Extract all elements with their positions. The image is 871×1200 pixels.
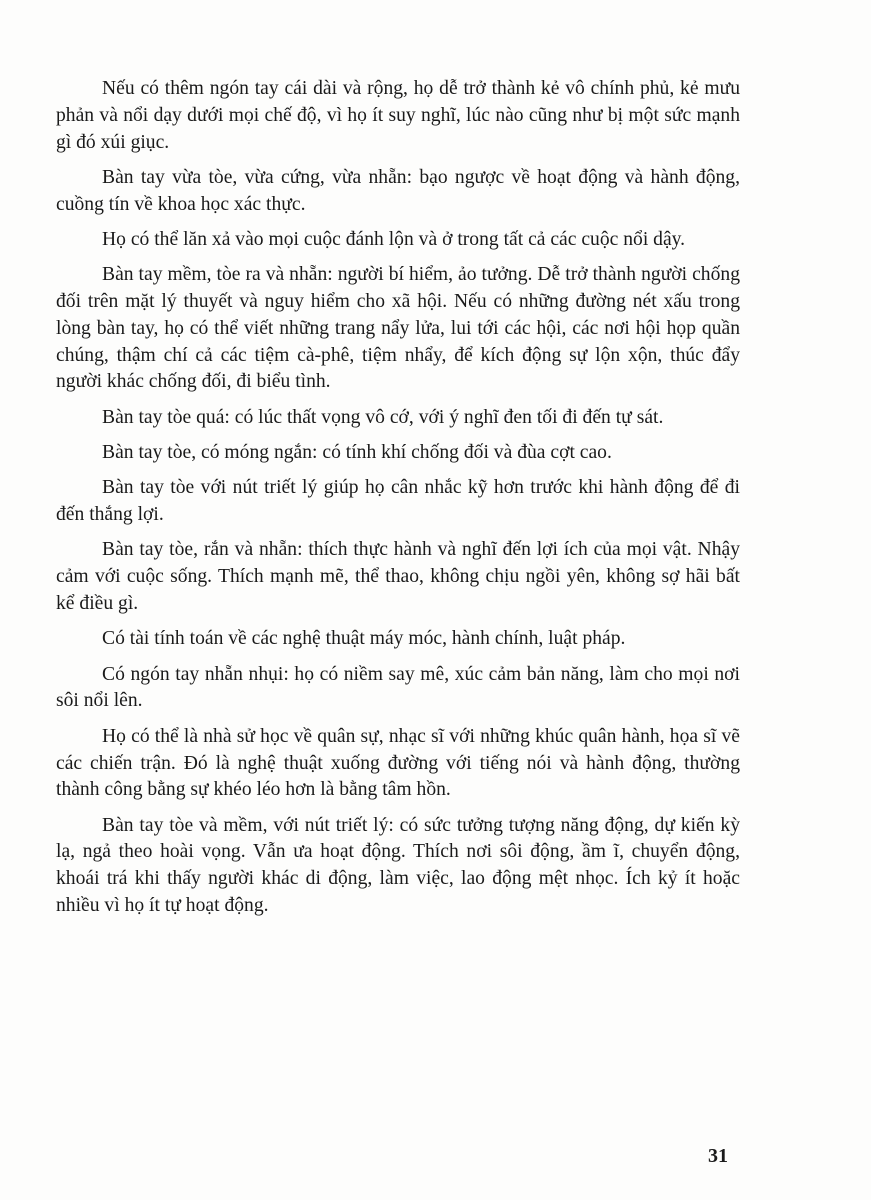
paragraph: Bàn tay tòe, có móng ngắn: có tính khí chống đối và đùa cợt cao. <box>102 442 612 464</box>
paragraph: Nếu có thêm ngón tay cái dài và rộng, họ dễ trở thành kẻ vô chính phủ, kẻ mưu phản và nổi dạy dưới mọi chế độ, vì họ ít suy nghĩ, lúc nào cũng như bị một sức mạnh gì đó xúi giục. <box>56 78 740 153</box>
paragraph: Có tài tính toán về các nghệ thuật máy móc, hành chính, luật pháp. <box>102 628 626 650</box>
body-text <box>56 76 740 928</box>
paragraph: Bàn tay tòe quá: có lúc thất vọng vô cớ, với ý nghĩ đen tối đi đến tự sát. <box>102 406 664 428</box>
paragraph: Bàn tay tòe với nút triết lý giúp họ cân nhắc kỹ hơn trước khi hành động để đi đến thắng lợi. <box>56 477 740 526</box>
paragraph: Có ngón tay nhẵn nhụi: họ có niềm say mê, xúc cảm bản năng, làm cho mọi nơi sôi nổi lên. <box>56 663 740 712</box>
paragraph: Họ có thể lăn xả vào mọi cuộc đánh lộn và ở trong tất cả các cuộc nổi dậy. <box>102 228 686 250</box>
paragraph: Bàn tay vừa tòe, vừa cứng, vừa nhẵn: bạo ngược về hoạt động và hành động, cuồng tín về khoa học xác thực. <box>56 166 740 215</box>
paragraph: Bàn tay tòe, rắn và nhẵn: thích thực hành và nghĩ đến lợi ích của mọi vật. Nhậy cảm với cuộc sống. Thích mạnh mẽ, thể thao, không chịu ngồi yên, không sợ hãi bất kể điều gì. <box>56 539 740 615</box>
paragraph: Họ có thể là nhà sử học về quân sự, nhạc sĩ với những khúc quân hành, họa sĩ vẽ các chiến trận. Đó là nghệ thuật xuống đường với tiếng nói và hành động, thường thành công bằng sự khéo léo hơn là bằng tâm hồn. <box>56 725 740 801</box>
paragraph: Bàn tay tòe và mềm, với nút triết lý: có sức tưởng tượng năng động, dự kiến kỳ lạ, ngả theo hoài vọng. Vẫn ưa hoạt động. Thích nơi sôi động, ầm ĩ, chuyển động, khoái trá khi thấy người khác di động, làm việc, lao động mệt nhọc. Ích kỷ ít hoặc nhiều vì họ ít tự hoạt động. <box>56 814 740 917</box>
paragraph: Bàn tay mềm, tòe ra và nhẵn: người bí hiểm, ảo tưởng. Dễ trở thành người chống đối trên mặt lý thuyết và nguy hiểm cho xã hội. Nếu có những đường nét xấu trong lòng bàn tay, họ có thể viết những trang nẩy lửa, lui tới các hội, các nơi hội họp quần chúng, thậm chí cả các tiệm cà-phê, tiệm nhẩy, để kích động sự lộn xộn, thúc đẩy người khác chống đối, đi biểu tình. <box>56 264 740 393</box>
page-number: 31 <box>708 1145 728 1167</box>
